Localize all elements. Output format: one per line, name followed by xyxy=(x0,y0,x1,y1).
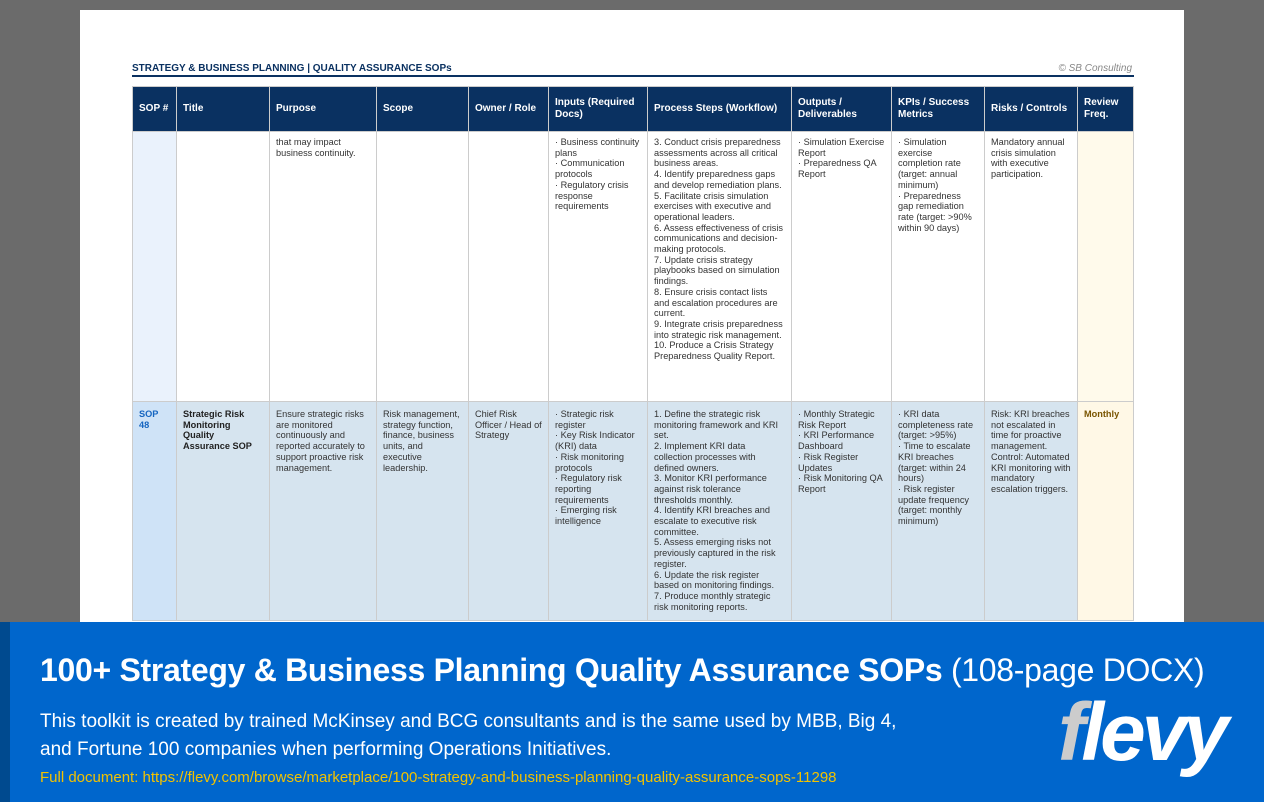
promo-banner xyxy=(0,622,1264,802)
copyright: © SB Consulting xyxy=(1058,63,1132,74)
kpis-cell: · KRI data completeness rate (target: >95%) · Time to escalate KRI breaches (target: within 24 hours) · Risk register update frequency (target: monthly minimum) xyxy=(892,402,985,621)
steps-cell: 1. Define the strategic risk monitoring framework and KRI set. 2. Implement KRI data collection processes with defined owners. 3. Monitor KRI performance against risk tolerance thresholds monthly. 4. Identify KRI breaches and escalate to executive risk committee. 5. Assess emerging risks not previously captured in the risk register. 6. Update the risk register based on monitoring findings. 7. Produce monthly strategic risk monitoring reports. xyxy=(648,402,792,621)
review-freq-cell: Monthly xyxy=(1078,402,1134,621)
inputs-cell: · Business continuity plans · Communication protocols · Regulatory crisis response requirements xyxy=(549,132,648,402)
col-header: Scope xyxy=(377,87,469,132)
document-header-title: STRATEGY & BUSINESS PLANNING | QUALITY ASSURANCE SOPs xyxy=(132,63,452,74)
header-rule xyxy=(132,75,1134,77)
flevy-logo: flevy xyxy=(1058,687,1225,778)
sop-number xyxy=(133,132,177,402)
col-header: Risks / Controls xyxy=(985,87,1078,132)
table-header-row xyxy=(133,87,1134,132)
sop-table xyxy=(132,86,1134,621)
owner-cell xyxy=(469,132,549,402)
table-row xyxy=(133,132,1134,402)
banner-description: This toolkit is created by trained McKinsey and BCG consultants and is the same used by MBB, Big 4, and Fortune 100 companies when performing Operations Initiatives. xyxy=(40,711,897,760)
col-header: Inputs (Required Docs) xyxy=(549,87,648,132)
inputs-cell: · Strategic risk register · Key Risk Indicator (KRI) data · Risk monitoring protocols · Regulatory risk reporting requirements · Emerging risk intelligence xyxy=(549,402,648,621)
sop-title: Strategic Risk Monitoring Quality Assurance SOP xyxy=(177,402,270,621)
scope-cell xyxy=(377,132,469,402)
col-header: Process Steps (Workflow) xyxy=(648,87,792,132)
outputs-cell: · Monthly Strategic Risk Report · KRI Performance Dashboard · Risk Register Updates · Risk Monitoring QA Report xyxy=(792,402,892,621)
purpose-cell: that may impact business continuity. xyxy=(270,132,377,402)
risks-cell: Mandatory annual crisis simulation with executive participation. xyxy=(985,132,1078,402)
sop-title xyxy=(177,132,270,402)
col-header: Owner / Role xyxy=(469,87,549,132)
banner-title-main: 100+ Strategy & Business Planning Quality Assurance SOPs xyxy=(40,652,943,688)
table-row xyxy=(133,402,1134,621)
outputs-cell: · Simulation Exercise Report · Preparedness QA Report xyxy=(792,132,892,402)
steps-cell: 3. Conduct crisis preparedness assessments across all critical business areas. 4. Identify preparedness gaps and develop remediation plans. 5. Facilitate crisis simulation exercises with executive and operational leaders. 6. Assess effectiveness of crisis communications and decision-making protocols. 7. Update crisis strategy playbooks based on simulation findings. 8. Ensure crisis contact lists and escalation procedures are current. 9. Integrate crisis preparedness into strategic risk management. 10. Produce a Crisis Strategy Preparedness Quality Report. xyxy=(648,132,792,402)
banner-title-suffix: (108-page DOCX) xyxy=(950,652,1205,688)
col-header: Outputs / Deliverables xyxy=(792,87,892,132)
col-header: Review Freq. xyxy=(1078,87,1134,132)
scope-cell: Risk management, strategy function, finance, business units, and executive leadership. xyxy=(377,402,469,621)
risks-cell: Risk: KRI breaches not escalated in time for proactive management. Control: Automated KRI monitoring with mandatory escalation triggers. xyxy=(985,402,1078,621)
sop-number: SOP 48 xyxy=(133,402,177,621)
purpose-cell: Ensure strategic risks are monitored continuously and reported accurately to support proactive risk management. xyxy=(270,402,377,621)
banner-title xyxy=(40,652,1204,689)
owner-cell: Chief Risk Officer / Head of Strategy xyxy=(469,402,549,621)
kpis-cell: · Simulation exercise completion rate (target: annual minimum) · Preparedness gap remediation rate (target: >90% within 90 days) xyxy=(892,132,985,402)
review-freq-cell xyxy=(1078,132,1134,402)
col-header: Purpose xyxy=(270,87,377,132)
col-header: SOP # xyxy=(133,87,177,132)
col-header: Title xyxy=(177,87,270,132)
document-link[interactable]: Full document: https://flevy.com/browse/marketplace/100-strategy-and-business-planning-quality-assurance-sops-11298 xyxy=(40,769,837,786)
col-header: KPIs / Success Metrics xyxy=(892,87,985,132)
document-page xyxy=(80,10,1184,630)
